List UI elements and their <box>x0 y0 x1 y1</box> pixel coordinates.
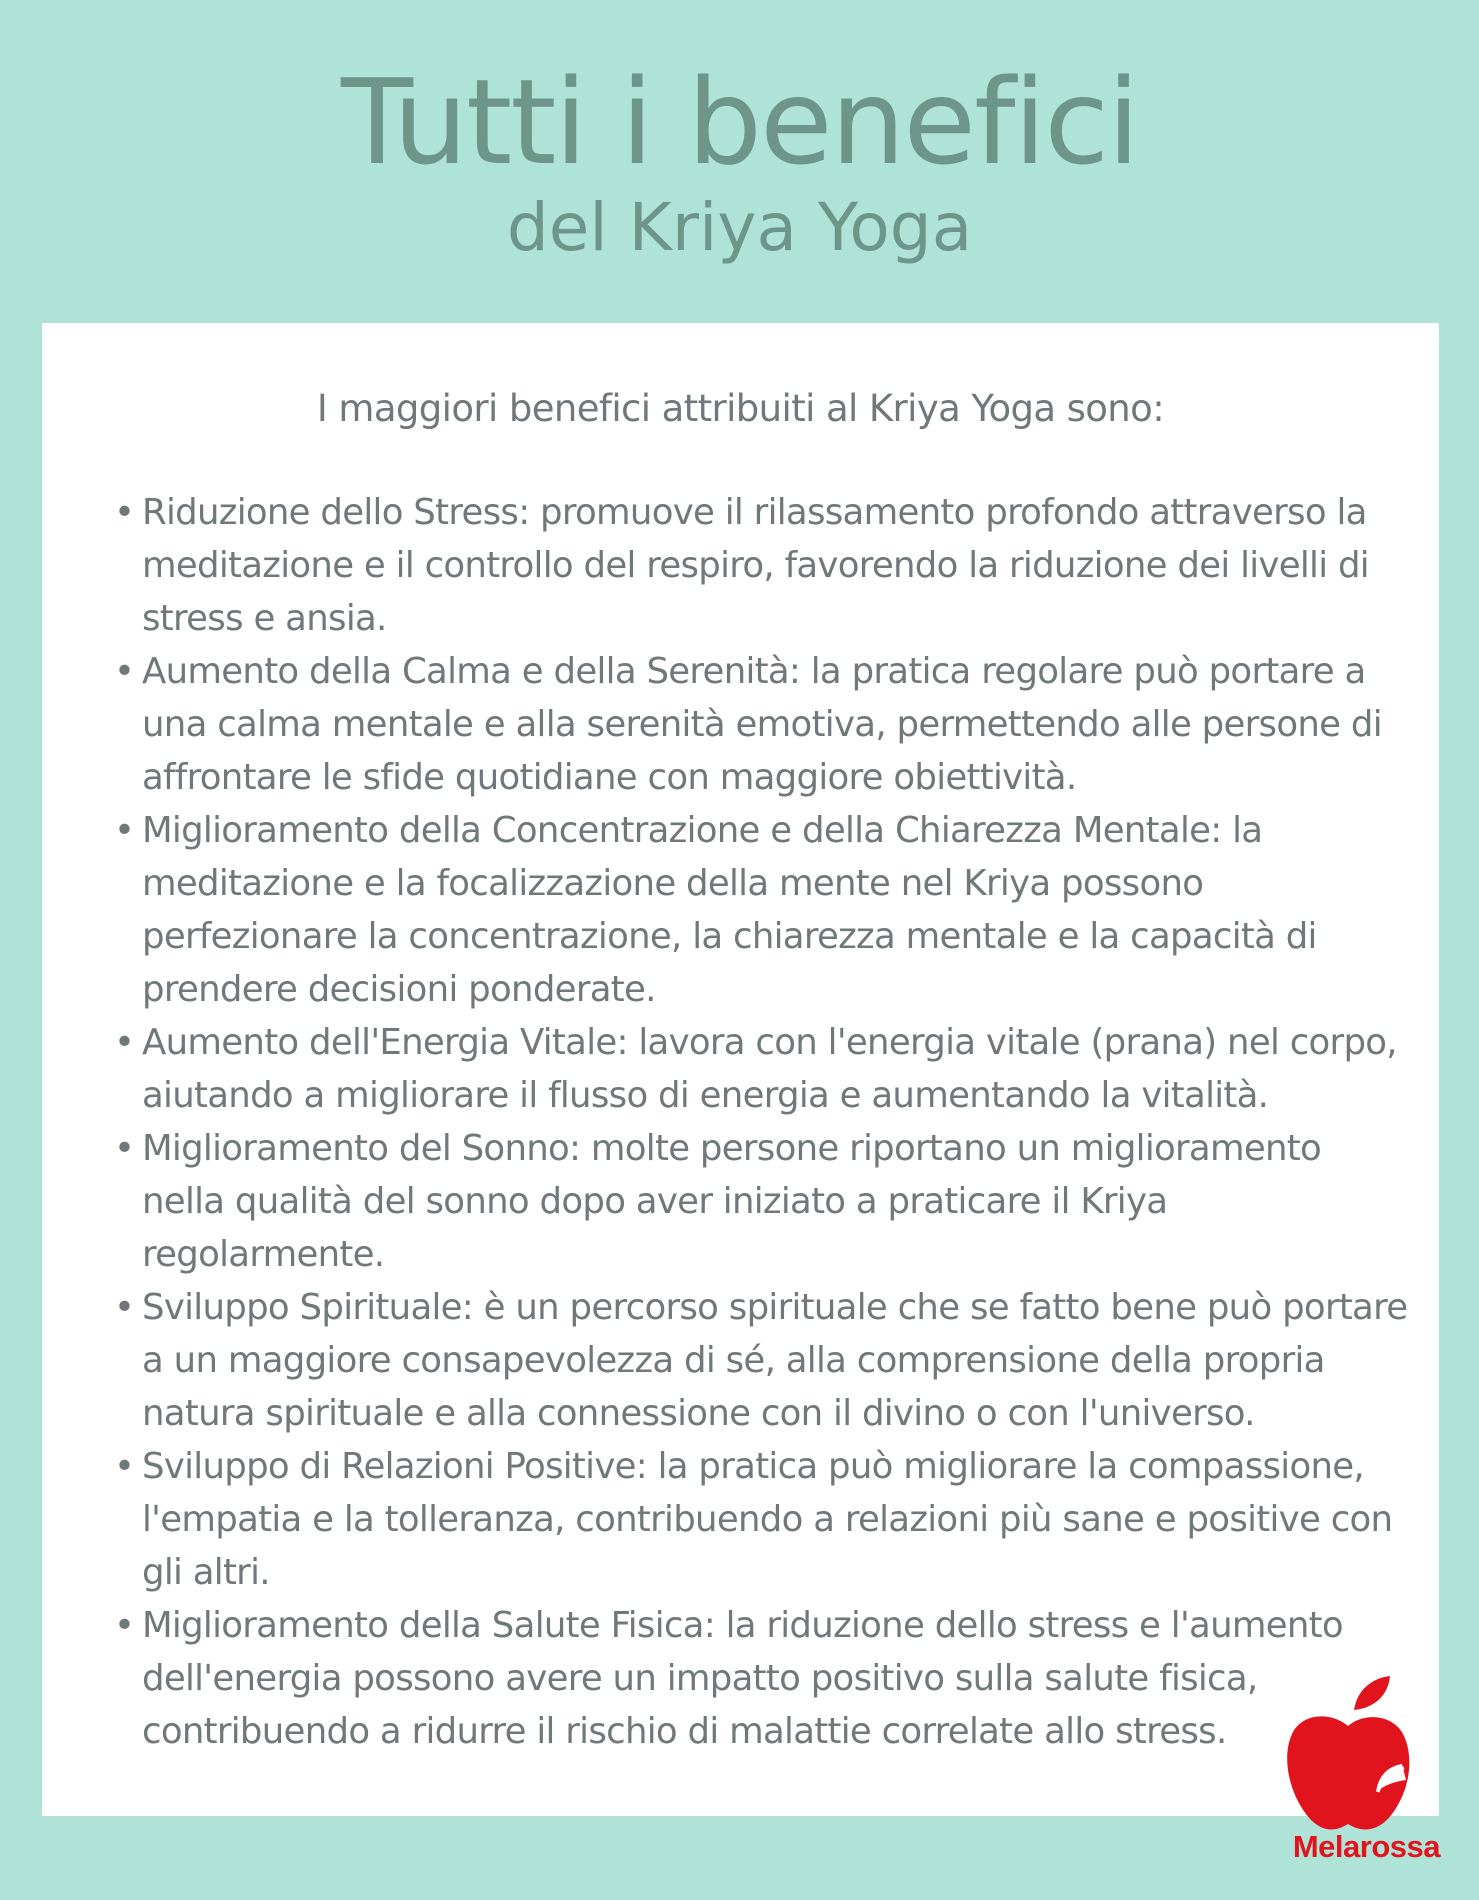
bullet-icon: • <box>114 1446 135 1487</box>
bullet-icon: • <box>114 1128 135 1169</box>
list-item <box>114 1122 1412 1281</box>
header <box>0 0 1479 322</box>
list-item-text: Miglioramento della Salute Fisica: la riduzione dello stress e l'aumento dell'energia possono avere un impatto positivo sulla salute fisica, contribuendo a ridurre il rischio di malattie correlate allo stress. <box>142 1605 1343 1752</box>
bullet-icon: • <box>114 1605 135 1646</box>
benefits-list <box>114 486 1412 1758</box>
list-item-text: Sviluppo Spirituale: è un percorso spirituale che se fatto bene può portare a un maggiore consapevolezza di sé, alla comprensione della propria natura spirituale e alla connessione con il divino o con l'universo. <box>142 1287 1408 1434</box>
list-item <box>114 1016 1412 1122</box>
bullet-icon: • <box>114 810 135 851</box>
list-item-text: Miglioramento del Sonno: molte persone riportano un miglioramento nella qualità del sonno dopo aver iniziato a praticare il Kriya regolarmente. <box>142 1128 1322 1275</box>
intro-text: I maggiori benefici attribuiti al Kriya Yoga sono: <box>316 387 1165 430</box>
list-item <box>114 1599 1412 1758</box>
list-item-text: Sviluppo di Relazioni Positive: la pratica può migliorare la compassione, l'empatia e la tolleranza, contribuendo a relazioni più sane e positive con gli altri. <box>142 1446 1393 1593</box>
leaf-icon <box>1354 1676 1390 1710</box>
list-item <box>114 804 1412 1016</box>
list-item <box>114 1440 1412 1599</box>
list-item-text: Aumento della Calma e della Serenità: la pratica regolare può portare a una calma mentale e alla serenità emotiva, permettendo alle persone di affrontare le sfide quotidiane con maggiore obiettività. <box>142 651 1382 798</box>
apple-icon <box>1262 1668 1432 1838</box>
list-item <box>114 645 1412 804</box>
list-item-text: Miglioramento della Concentrazione e della Chiarezza Mentale: la meditazione e la focalizzazione della mente nel Kriya possono perfezionare la concentrazione, la chiarezza mentale e la capacità di prendere decisioni ponderate. <box>142 810 1317 1010</box>
content-card <box>42 323 1439 1816</box>
page-subtitle: del Kriya Yoga <box>506 189 973 266</box>
list-item-text: Aumento dell'Energia Vitale: lavora con l'energia vitale (prana) nel corpo, aiutando a migliorare il flusso di energia e aumentando la vitalità. <box>142 1022 1397 1116</box>
list-item <box>114 1281 1412 1440</box>
brand-name: Melarossa <box>1292 1829 1440 1864</box>
bullet-icon: • <box>114 492 135 533</box>
list-item-text: Riduzione dello Stress: promuove il rilassamento profondo attraverso la meditazione e il controllo del respiro, favorendo la riduzione dei livelli di stress e ansia. <box>142 492 1369 639</box>
bullet-icon: • <box>114 1022 135 1063</box>
bullet-icon: • <box>114 651 135 692</box>
bullet-icon: • <box>114 1287 135 1328</box>
page-title: Tutti i benefici <box>341 53 1138 191</box>
list-item <box>114 486 1412 645</box>
